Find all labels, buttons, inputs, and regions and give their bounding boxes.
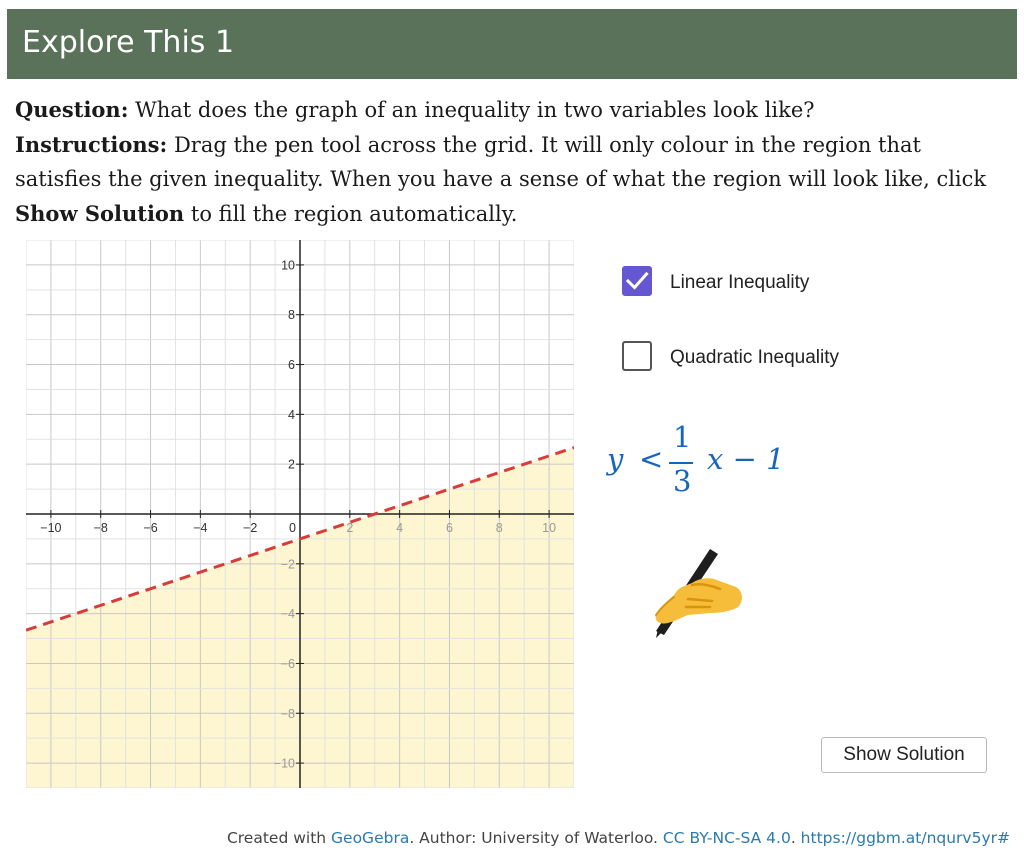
x-tick-label: −8 xyxy=(93,521,108,535)
footer-author: . Author: University of Waterloo. xyxy=(409,829,663,847)
y-tick-label: 10 xyxy=(281,258,295,273)
formula-rest: x − 1 xyxy=(707,442,785,476)
x-tick-label: 6 xyxy=(445,521,453,535)
x-tick-label: −4 xyxy=(193,521,208,535)
formula-operator: < xyxy=(639,442,664,476)
x-tick-label: 0 xyxy=(289,521,296,535)
instructions-bold: Show Solution xyxy=(15,200,185,226)
license-link[interactable]: CC BY-NC-SA 4.0 xyxy=(662,829,791,847)
share-link[interactable]: https://ggbm.at/nqurv5yr# xyxy=(800,829,1010,847)
quadratic-inequality-checkbox[interactable] xyxy=(622,341,652,371)
x-tick-label: 8 xyxy=(495,521,503,535)
writing-hand-icon xyxy=(648,543,746,638)
quadratic-inequality-label[interactable]: Quadratic Inequality xyxy=(670,347,839,368)
y-tick-label: −10 xyxy=(273,756,295,771)
check-icon xyxy=(624,268,650,294)
y-tick-label: −8 xyxy=(280,706,295,721)
x-tick-label: −6 xyxy=(143,521,158,535)
x-tick-label: −10 xyxy=(40,521,62,535)
formula-lhs: y xyxy=(607,442,624,476)
formula-numerator: 1 xyxy=(673,420,692,454)
instructions-text: Drag the pen tool across the grid. It will only colour in the region that satisfies the given inequality. When you have a sense of what the region will look like, click xyxy=(15,132,987,191)
show-solution-button[interactable]: Show Solution xyxy=(821,737,987,773)
y-tick-label: 4 xyxy=(288,407,295,422)
instructions-text-end: to fill the region automatically. xyxy=(184,201,518,226)
y-tick-label: −4 xyxy=(280,607,295,622)
y-tick-label: 8 xyxy=(288,308,295,323)
footer xyxy=(227,829,1010,847)
y-tick-label: −2 xyxy=(280,557,295,572)
coordinate-plane[interactable] xyxy=(26,240,574,788)
formula-denominator: 3 xyxy=(673,464,692,498)
footer-prefix: Created with xyxy=(226,829,332,847)
intro-text xyxy=(15,93,1005,231)
x-tick-label: 2 xyxy=(346,521,354,535)
x-tick-label: 4 xyxy=(396,521,404,535)
x-tick-label: −2 xyxy=(243,521,258,535)
page-title: Explore This 1 xyxy=(22,25,235,60)
linear-inequality-label[interactable]: Linear Inequality xyxy=(670,272,810,293)
geogebra-link[interactable]: GeoGebra xyxy=(331,829,410,847)
y-tick-label: −6 xyxy=(280,656,295,671)
linear-inequality-checkbox[interactable] xyxy=(622,266,652,296)
question-label: Question: xyxy=(15,97,129,122)
header-bar xyxy=(7,9,1017,79)
pen-tool[interactable] xyxy=(648,543,746,638)
question-text: What does the graph of an inequality in two variables look like? xyxy=(128,98,815,122)
y-tick-label: 2 xyxy=(288,457,295,472)
x-tick-label: 10 xyxy=(542,521,557,535)
y-tick-label: 6 xyxy=(288,358,295,373)
instructions-label: Instructions: xyxy=(15,131,168,157)
footer-separator: . xyxy=(790,829,801,847)
graph-canvas[interactable] xyxy=(26,240,574,788)
